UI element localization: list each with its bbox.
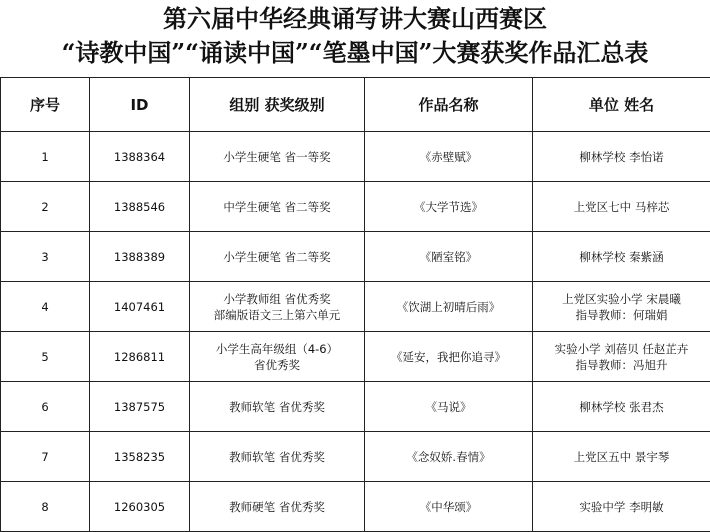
cell-work-title: 《念奴娇.春情》 <box>365 432 533 482</box>
table-row <box>1 132 710 182</box>
header-work-title: 作品名称 <box>365 78 533 132</box>
unit-name-line: 柳林学校 张君杰 <box>535 399 708 415</box>
unit-name-line: 上党区实验小学 宋晨曦 <box>535 291 708 307</box>
cell-seq: 8 <box>1 482 90 532</box>
table-header-row <box>1 78 710 132</box>
cell-seq: 7 <box>1 432 90 482</box>
group-award-line: 教师软笔 省优秀奖 <box>192 449 362 465</box>
header-id: ID <box>90 78 190 132</box>
cell-unit-name <box>533 382 710 432</box>
group-award-line: 小学生硬笔 省二等奖 <box>192 249 362 265</box>
table-row <box>1 482 710 532</box>
table-row <box>1 332 710 382</box>
unit-name-line: 实验中学 李明敏 <box>535 499 708 515</box>
cell-seq: 5 <box>1 332 90 382</box>
awards-table <box>0 77 710 532</box>
group-award-line: 教师硬笔 省优秀奖 <box>192 499 362 515</box>
cell-seq: 6 <box>1 382 90 432</box>
table-row <box>1 432 710 482</box>
cell-unit-name <box>533 282 710 332</box>
cell-work-title: 《中华颂》 <box>365 482 533 532</box>
cell-group-award <box>190 132 365 182</box>
group-award-line: 中学生硬笔 省二等奖 <box>192 199 362 215</box>
cell-id: 1286811 <box>90 332 190 382</box>
unit-name-line: 上党区七中 马梓芯 <box>535 199 708 215</box>
cell-group-award <box>190 232 365 282</box>
header-seq: 序号 <box>1 78 90 132</box>
unit-name-line: 指导教师：何瑞娟 <box>535 307 708 323</box>
cell-id: 1387575 <box>90 382 190 432</box>
cell-group-award <box>190 332 365 382</box>
cell-group-award <box>190 382 365 432</box>
cell-work-title: 《延安，我把你追寻》 <box>365 332 533 382</box>
table-row <box>1 382 710 432</box>
cell-unit-name <box>533 432 710 482</box>
cell-unit-name <box>533 482 710 532</box>
table-row <box>1 182 710 232</box>
cell-id: 1388389 <box>90 232 190 282</box>
cell-id: 1388546 <box>90 182 190 232</box>
group-award-line: 教师软笔 省优秀奖 <box>192 399 362 415</box>
cell-unit-name <box>533 132 710 182</box>
table-row <box>1 282 710 332</box>
header-unit-name: 单位 姓名 <box>533 78 710 132</box>
cell-seq: 1 <box>1 132 90 182</box>
cell-unit-name <box>533 332 710 382</box>
unit-name-line: 柳林学校 李怡诺 <box>535 149 708 165</box>
unit-name-line: 上党区五中 景宇琴 <box>535 449 708 465</box>
cell-work-title: 《马说》 <box>365 382 533 432</box>
cell-unit-name <box>533 182 710 232</box>
header-group-award: 组别 获奖级别 <box>190 78 365 132</box>
cell-work-title: 《大学节选》 <box>365 182 533 232</box>
unit-name-line: 实验小学 刘蓓贝 任赵芷卉 <box>535 341 708 357</box>
cell-seq: 2 <box>1 182 90 232</box>
unit-name-line: 柳林学校 秦紫涵 <box>535 249 708 265</box>
group-award-line: 小学生高年级组（4-6） <box>192 341 362 357</box>
group-award-line: 小学教师组 省优秀奖 <box>192 291 362 307</box>
cell-id: 1388364 <box>90 132 190 182</box>
cell-id: 1358235 <box>90 432 190 482</box>
cell-work-title: 《赤壁赋》 <box>365 132 533 182</box>
cell-group-award <box>190 182 365 232</box>
document-title <box>0 0 710 76</box>
cell-group-award <box>190 432 365 482</box>
cell-id: 1260305 <box>90 482 190 532</box>
cell-unit-name <box>533 232 710 282</box>
unit-name-line: 指导教师：冯旭升 <box>535 357 708 373</box>
group-award-line: 省优秀奖 <box>192 357 362 373</box>
title-line-2: “诗教中国”“诵读中国”“笔墨中国”大赛获奖作品汇总表 <box>0 37 710 69</box>
cell-work-title: 《陋室铭》 <box>365 232 533 282</box>
cell-group-award <box>190 282 365 332</box>
cell-id: 1407461 <box>90 282 190 332</box>
group-award-line: 部编版语文三上第六单元 <box>192 307 362 323</box>
cell-seq: 3 <box>1 232 90 282</box>
group-award-line: 小学生硬笔 省一等奖 <box>192 149 362 165</box>
cell-work-title: 《饮湖上初晴后雨》 <box>365 282 533 332</box>
table-row <box>1 232 710 282</box>
cell-seq: 4 <box>1 282 90 332</box>
title-line-1: 第六届中华经典诵写讲大赛山西赛区 <box>0 3 710 35</box>
cell-group-award <box>190 482 365 532</box>
